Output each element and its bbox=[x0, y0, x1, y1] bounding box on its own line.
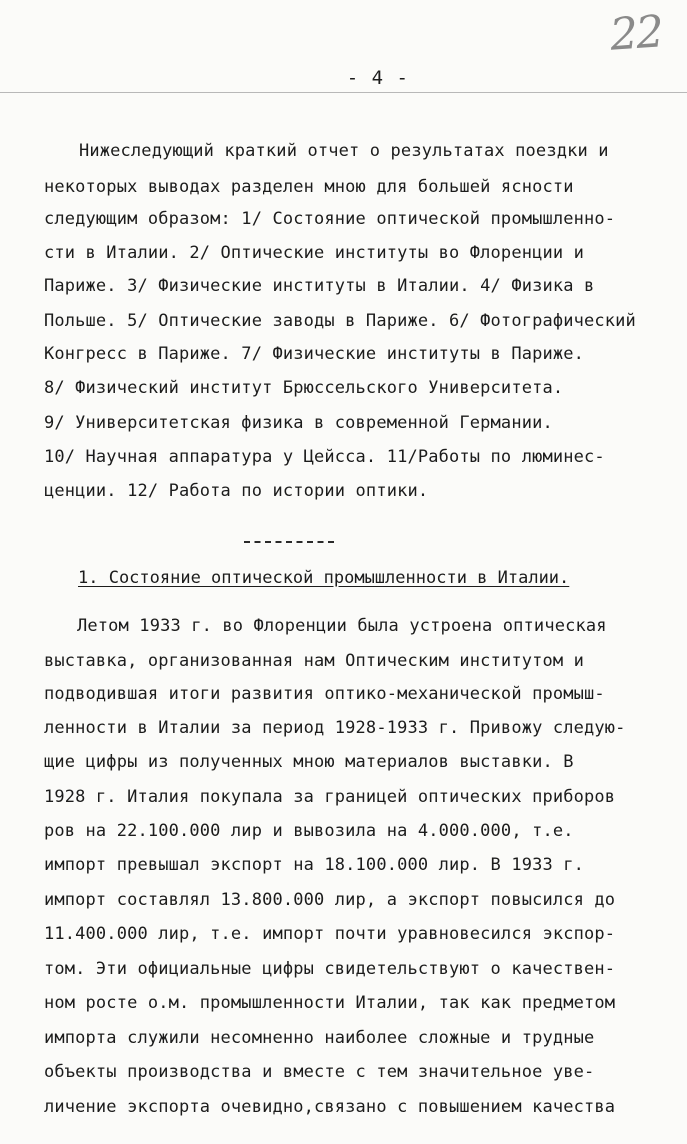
page-number: - 4 - bbox=[346, 67, 409, 89]
intro-line: сти в Италии. 2/ Оптические институты во Флоренции и bbox=[44, 243, 585, 263]
body-line: том. Эти официальные цифры свидетельствуют о качествен- bbox=[44, 959, 616, 979]
intro-line: Нижеследующий краткий отчет о результатах поездки и bbox=[79, 141, 609, 161]
intro-line: 8/ Физический институт Брюссельского Университета. bbox=[44, 378, 564, 398]
intro-line: некоторых выводах разделен мною для большей ясности bbox=[44, 177, 574, 197]
intro-line: 9/ Университетская физика в современной Германии. bbox=[44, 413, 553, 433]
body-line: ном росте о.м. промышленности Италии, так как предметом bbox=[44, 993, 616, 1013]
intro-line: ценции. 12/ Работа по истории оптики. bbox=[44, 481, 429, 501]
intro-line: Польше. 5/ Оптические заводы в Париже. 6/ Фотографический bbox=[44, 311, 636, 331]
body-line: 1928 г. Италия покупала за границей оптических приборов bbox=[44, 787, 616, 807]
archive-page-number: 22 bbox=[608, 6, 664, 61]
body-line: личение экспорта очевидно,связано с повышением качества bbox=[44, 1097, 616, 1117]
body-line: импорта служили несомненно наиболее сложные и трудные bbox=[44, 1028, 595, 1048]
body-line: щие цифры из полученных мною материалов выставки. В bbox=[44, 752, 574, 772]
intro-line: следующим образом: 1/ Состояние оптической промышленно- bbox=[44, 209, 616, 229]
intro-line: 10/ Научная аппаратура у Цейсса. 11/Работы по люминес- bbox=[44, 447, 605, 467]
body-line: выставка, организованная нам Оптическим институтом и bbox=[44, 651, 585, 671]
section-heading: 1. Состояние оптической промышленности в Италии. bbox=[78, 568, 570, 588]
body-line: ленности в Италии за период 1928-1933 г. Привожу следую- bbox=[44, 718, 626, 738]
intro-line: Конгресс в Париже. 7/ Физические институты в Париже. bbox=[44, 344, 585, 364]
body-line: ров на 22.100.000 лир и вывозила на 4.000.000, т.е. bbox=[44, 821, 574, 841]
intro-line: Париже. 3/ Физические институты в Италии. 4/ Физика в bbox=[44, 276, 595, 296]
body-line: 11.400.000 лир, т.е. импорт почти уравновесился экспор- bbox=[44, 924, 616, 944]
body-line: подводившая итоги развития оптико-механической промыш- bbox=[44, 684, 605, 704]
body-line: импорт составлял 13.800.000 лир, а экспорт повысился до bbox=[44, 890, 616, 910]
body-line: импорт превышал экспорт на 18.100.000 лир. В 1933 г. bbox=[44, 855, 585, 875]
body-line: объекты производства и вместе с тем значительное уве- bbox=[44, 1062, 595, 1082]
body-line: Летом 1933 г. во Флоренции была устроена оптическая bbox=[77, 616, 607, 636]
